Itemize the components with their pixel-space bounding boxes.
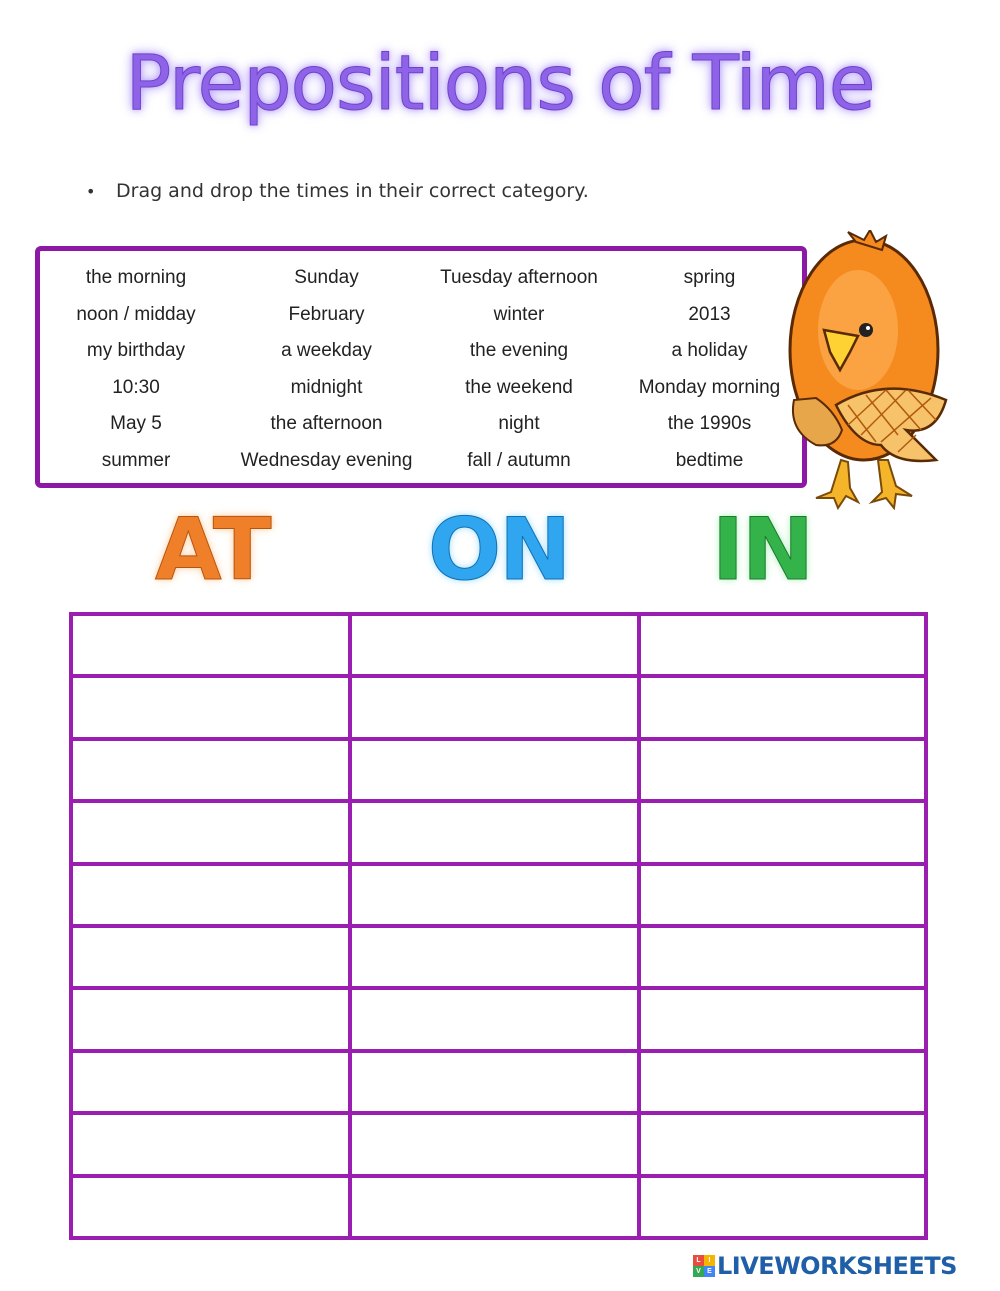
answer-cell-on: [350, 1051, 639, 1113]
answer-table: [69, 612, 928, 1240]
drop-zone-in[interactable]: [641, 866, 924, 924]
drop-zone-at[interactable]: [73, 741, 348, 799]
answer-cell-on: [350, 801, 639, 863]
drop-zone-on[interactable]: [352, 866, 637, 924]
word-bank-item[interactable]: 10:30: [112, 376, 160, 398]
drop-zone-in[interactable]: [641, 678, 924, 736]
drop-zone-on[interactable]: [352, 616, 637, 674]
answer-cell-in: [639, 988, 926, 1050]
table-row: [71, 676, 926, 738]
answer-cell-at: [71, 1051, 350, 1113]
word-bank-item[interactable]: Monday morning: [638, 376, 781, 398]
drop-zone-on[interactable]: [352, 1115, 637, 1173]
word-bank-item[interactable]: a weekday: [281, 340, 372, 361]
answer-cell-at: [71, 614, 350, 676]
answer-cell-at: [71, 1176, 350, 1238]
table-row: [71, 1176, 926, 1238]
word-bank-item[interactable]: 2013: [688, 303, 731, 325]
word-bank-item[interactable]: night: [498, 413, 540, 434]
answer-cell-on: [350, 1176, 639, 1238]
word-bank-item[interactable]: the weekend: [465, 376, 573, 398]
word-bank-item[interactable]: Tuesday afternoon: [440, 267, 598, 288]
word-bank-item[interactable]: noon / midday: [76, 303, 196, 325]
answer-cell-on: [350, 1113, 639, 1175]
logo-mark-icon: L I V E: [693, 1255, 715, 1277]
answer-cell-at: [71, 676, 350, 738]
table-row: [71, 864, 926, 926]
answer-cell-on: [350, 864, 639, 926]
word-bank-item[interactable]: bedtime: [675, 449, 744, 471]
drop-zone-on[interactable]: [352, 1053, 637, 1111]
word-bank: [35, 246, 807, 488]
word-bank-item[interactable]: Wednesday evening: [240, 449, 413, 471]
drop-zone-on[interactable]: [352, 1178, 637, 1236]
answer-cell-at: [71, 988, 350, 1050]
answer-cell-in: [639, 614, 926, 676]
drop-zone-at[interactable]: [73, 1178, 348, 1236]
drop-zone-at[interactable]: [73, 616, 348, 674]
word-bank-item[interactable]: Sunday: [294, 267, 359, 288]
answer-cell-in: [639, 801, 926, 863]
answer-cell-in: [639, 1176, 926, 1238]
drop-zone-at[interactable]: [73, 866, 348, 924]
answer-cell-in: [639, 1051, 926, 1113]
word-bank-item[interactable]: the evening: [469, 340, 569, 361]
table-row: [71, 739, 926, 801]
drop-zone-in[interactable]: [641, 1115, 924, 1173]
word-bank-item[interactable]: the 1990s: [667, 413, 752, 434]
word-bank-item[interactable]: my birthday: [86, 340, 186, 361]
word-bank-item[interactable]: May 5: [110, 413, 162, 434]
drop-zone-on[interactable]: [352, 928, 637, 986]
category-on-label: ON: [428, 500, 570, 600]
answer-cell-at: [71, 926, 350, 988]
drop-zone-at[interactable]: [73, 1115, 348, 1173]
page-title: Prepositions of Time: [125, 38, 875, 127]
word-bank-item[interactable]: a holiday: [671, 340, 748, 361]
answer-cell-in: [639, 864, 926, 926]
answer-cell-on: [350, 739, 639, 801]
table-row: [71, 988, 926, 1050]
drop-zone-in[interactable]: [641, 928, 924, 986]
category-at-label: AT: [155, 500, 270, 600]
drop-zone-on[interactable]: [352, 741, 637, 799]
instruction: [86, 180, 589, 202]
drop-zone-on[interactable]: [352, 803, 637, 861]
instruction-text: Drag and drop the times in their correct category.: [116, 180, 589, 202]
drop-zone-in[interactable]: [641, 803, 924, 861]
word-bank-item[interactable]: winter: [493, 303, 545, 325]
word-bank-item[interactable]: February: [288, 303, 365, 325]
drop-zone-in[interactable]: [641, 1178, 924, 1236]
bird-mascot-icon: [786, 230, 951, 510]
answer-cell-in: [639, 926, 926, 988]
category-in-label: IN: [712, 500, 812, 600]
word-bank-item[interactable]: midnight: [290, 376, 363, 398]
table-row: [71, 614, 926, 676]
logo-text: LIVEWORKSHEETS: [717, 1252, 957, 1280]
word-bank-item[interactable]: the afternoon: [270, 413, 383, 434]
answer-cell-in: [639, 739, 926, 801]
drop-zone-on[interactable]: [352, 678, 637, 736]
answer-cell-on: [350, 614, 639, 676]
table-row: [71, 1051, 926, 1113]
table-row: [71, 926, 926, 988]
answer-cell-at: [71, 801, 350, 863]
drop-zone-at[interactable]: [73, 678, 348, 736]
answer-cell-at: [71, 864, 350, 926]
table-row: [71, 1113, 926, 1175]
drop-zone-at[interactable]: [73, 803, 348, 861]
word-bank-item[interactable]: spring: [683, 267, 736, 288]
answer-cell-on: [350, 988, 639, 1050]
answer-cell-at: [71, 1113, 350, 1175]
drop-zone-at[interactable]: [73, 928, 348, 986]
word-bank-item[interactable]: summer: [101, 449, 171, 471]
bullet-icon: •: [86, 182, 96, 201]
answer-cell-in: [639, 676, 926, 738]
answer-cell-at: [71, 739, 350, 801]
answer-cell-on: [350, 676, 639, 738]
drop-zone-at[interactable]: [73, 990, 348, 1048]
drop-zone-at[interactable]: [73, 1053, 348, 1111]
drop-zone-in[interactable]: [641, 741, 924, 799]
drop-zone-in[interactable]: [641, 990, 924, 1048]
liveworksheets-logo: [693, 1250, 957, 1282]
answer-cell-in: [639, 1113, 926, 1175]
word-bank-item[interactable]: the morning: [85, 267, 187, 288]
word-bank-item[interactable]: fall / autumn: [467, 449, 571, 471]
drop-zone-in[interactable]: [641, 1053, 924, 1111]
word-bank-grid: [40, 263, 802, 482]
drop-zone-in[interactable]: [641, 616, 924, 674]
table-row: [71, 801, 926, 863]
drop-zone-on[interactable]: [352, 990, 637, 1048]
answer-cell-on: [350, 926, 639, 988]
